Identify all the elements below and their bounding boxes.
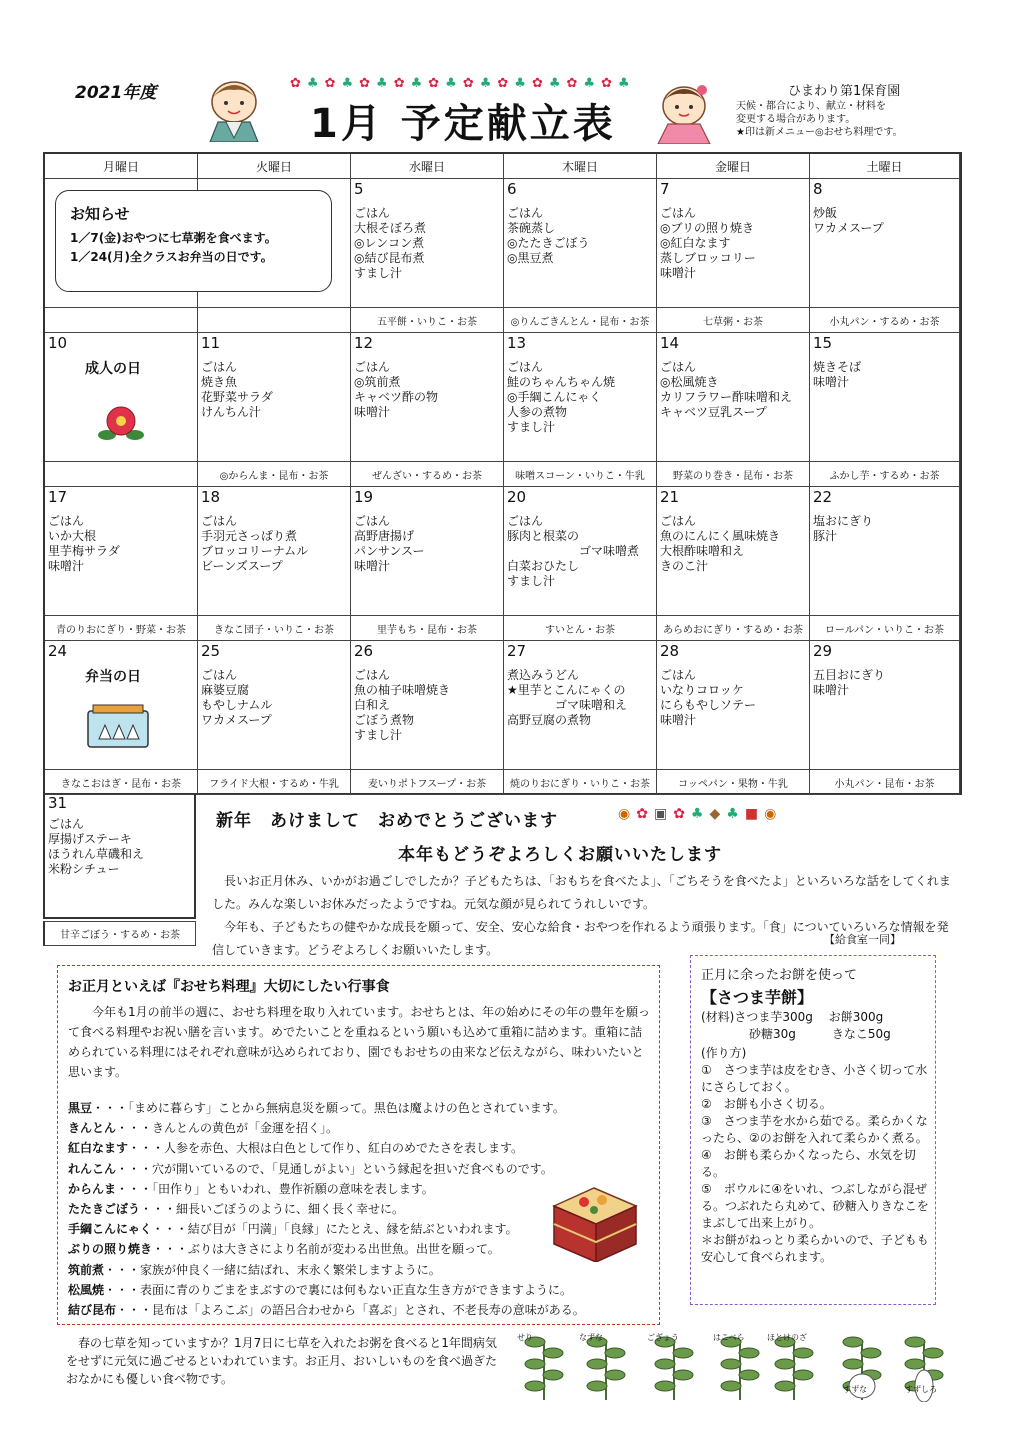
snack-cell: すいとん・お茶 [504, 616, 657, 641]
notice-line: 1／24(月)全クラスお弁当の日です。 [70, 250, 273, 264]
recipe-steps [701, 1045, 931, 1266]
day-number: 22 [813, 488, 833, 506]
day-cell [504, 641, 657, 770]
osechi-item-name: 黒豆 [68, 1101, 93, 1115]
material-line: 砂糖30g きなこ50g [701, 1027, 891, 1041]
snack-cell: 小丸パン・昆布・お茶 [810, 770, 960, 795]
recipe-step: ⑤ ボウルに④をいれ、つぶしながら混ぜる。つぶれたら丸めて、砂糖入りきなこをまぶして出来上がり。 [701, 1182, 929, 1230]
snack-cell: 味噌スコーン・いりこ・牛乳 [504, 462, 657, 487]
day-cell [504, 333, 657, 462]
day-menu: ごはん 魚の柚子味噌焼き 白和え ごぼう煮物 すまし汁 [354, 668, 451, 742]
day-number: 25 [201, 642, 221, 660]
page-title: 1月 予定献立表 [310, 101, 616, 147]
weekday-header: 火曜日 [198, 154, 351, 179]
day-menu: 焼きそば 味噌汁 [813, 360, 862, 389]
snack-cell: 麦いりポトフスープ・お茶 [351, 770, 504, 795]
snack-cell: あらめおにぎり・するめ・お茶 [657, 616, 810, 641]
osechi-item-name: たたきごぼう [68, 1202, 141, 1217]
osechi-item [68, 1138, 648, 1158]
osechi-item-name: 手綱こんにゃく [68, 1222, 152, 1237]
day-menu: ごはん 麻婆豆腐 もやしナムル ワカメスープ [201, 668, 273, 727]
greeting-signature: 【給食室一同】 [824, 933, 901, 946]
day-number: 28 [660, 642, 680, 660]
weekday-header: 土曜日 [810, 154, 960, 179]
recipe-step: ② お餅も小さく切る。 [701, 1097, 832, 1111]
day-menu: ごはん 焼き魚 花野菜サラダ けんちん汁 [201, 360, 273, 419]
osechi-item [68, 1098, 648, 1118]
day-number: 17 [48, 488, 68, 506]
day-menu: ごはん 手羽元さっぱり煮 ブロッコリーナムル ビーンズスープ [201, 514, 309, 573]
day-cell [198, 333, 351, 462]
notice-line: 1／7(金)おやつに七草粥を食べます。 [70, 231, 277, 245]
snack-cell: 里芋もち・昆布・お茶 [351, 616, 504, 641]
osechi-item-desc: ・・・ぶりは大きさにより名前が変わる出世魚。出世を願って。 [152, 1242, 500, 1257]
herb-label: なずな [579, 1333, 603, 1342]
recipe-step: ④ お餅も柔らかくなったら、水気を切る。 [701, 1148, 916, 1179]
snack-cell: 小丸パン・するめ・お茶 [810, 308, 960, 333]
osechi-item-desc: ・・・人参を赤色、大根は白色として作り、紅白のめでたさを表します。 [128, 1141, 524, 1156]
osechi-item-desc: ・・・家族が仲良く一緒に結ばれ、末永く繁栄しますように。 [104, 1262, 441, 1277]
day-cell [45, 333, 198, 462]
day-menu: ごはん ◎松風焼き カリフラワー酢味噌和え キャベツ豆乳スープ [660, 360, 793, 419]
day-menu: ごはん 大根そぼろ煮 ◎レンコン煮 ◎結び昆布煮 すまし汁 [354, 206, 427, 280]
day-cell [657, 487, 810, 616]
osechi-item-desc: ・・・表面に青のりごまをまぶすので裏には何もない正直な生き方ができますように。 [104, 1282, 573, 1297]
osechi-item-name: きんとん [68, 1121, 117, 1136]
snack-cell: ロールパン・いりこ・お茶 [810, 616, 960, 641]
new-year-greeting-2: 本年もどうぞよろしくお願いいたします [398, 845, 722, 865]
nanakusa-text: 春の七草を知っていますか？1月7日に七草を入れたお粥を食べると1年間病気をせずに元気に過ごせるといわれています。お正月、おいしいものを食べ過ぎたおなかにも優しい食べ物です。 [66, 1336, 498, 1386]
osechi-intro: 今年も1月の前半の週に、おせち料理を取り入れています。おせちとは、年の始めにその年の豊年を願って食べる料理やお祝い膳を言います。めでたいことを重ねるという願いも込めて重箱に詰めます。重箱に詰められている料理にはそれぞれ意味が込められており、園でもおせちの由来など伝えながら、味わいたいと思います。 [68, 1005, 650, 1079]
day-cell [351, 641, 504, 770]
day-cell [45, 487, 198, 616]
weekday-header: 水曜日 [351, 154, 504, 179]
day-number: 6 [507, 180, 517, 198]
snack-cell: ぜんざい・するめ・お茶 [351, 462, 504, 487]
day-number: 21 [660, 488, 680, 506]
day-cell [810, 333, 960, 462]
osechi-item-desc: ・・・「田作り」ともいわれ、豊作祈願の意味を表します。 [116, 1181, 434, 1196]
day-menu: 炒飯 ワカメスープ [813, 206, 884, 235]
recipe-step: ① さつま芋は皮をむき、小さく切って水にさらしておく。 [701, 1063, 928, 1094]
snack-cell [45, 308, 198, 333]
day-number: 24 [48, 642, 68, 660]
new-year-ornaments-decoration: ◉ ✿ ▣ ✿ ♣ ◆ ♣ ■ ◉ [618, 806, 777, 822]
recipe-box [690, 955, 936, 1305]
notice-box [55, 190, 332, 292]
osechi-item-name: ぶりの照り焼き [68, 1242, 153, 1257]
osechi-title: お正月といえば『おせち料理』大切にしたい行事食 [68, 979, 390, 995]
snack-cell: きなこ団子・いりこ・お茶 [198, 616, 351, 641]
snack-cell: コッペパン・果物・牛乳 [657, 770, 810, 795]
day-number: 5 [354, 180, 364, 198]
day-number: 31 [48, 794, 68, 812]
herb-label: すずしろ [905, 1385, 938, 1394]
greeting-body: 長いお正月休み、いかがお過ごしでしたか？子どもたちは、「おもちを食べたよ」、「ごちそうを食べたよ」といろいろな話をしてくれました。みんな楽しいお休みだったようですね。元気な顔が見られてうれしいです。 今年も、子どもたちの健やかな成長を願って、安全、安心な給食・おやつを作れるよう頑張ります。「食」についていろいろな情報を発信していきます。どうぞよろしくお願いいたします。 [212, 874, 951, 957]
day-number: 10 [48, 334, 68, 352]
snack-cell [198, 308, 351, 333]
snack-cell: 甘辛ごぼう・するめ・お茶 [43, 921, 196, 946]
day-menu: 五目おにぎり 味噌汁 [813, 668, 886, 697]
recipe-step: ＊お餅がねっとり柔らかいので、子どもも安心して食べられます。 [701, 1233, 929, 1264]
day-menu: ごはん 鮭のちゃんちゃん焼 ◎手綱こんにゃく 人参の煮物 すまし汁 [507, 360, 616, 434]
snack-cell: 野菜のり巻き・昆布・お茶 [657, 462, 810, 487]
jubako-box-illustration [544, 1166, 644, 1262]
day-number: 20 [507, 488, 527, 506]
day-number: 29 [813, 642, 833, 660]
day-menu: ごはん いか大根 里芋梅サラダ 味噌汁 [48, 514, 120, 573]
day-menu: ごはん 茶碗蒸し ◎たたきごぼう ◎黒豆煮 [507, 206, 590, 265]
note-line: 天候・都合により、献立・材料を [736, 101, 886, 112]
day-cell [810, 641, 960, 770]
day-menu: ごはん ◎筑前煮 キャベツ酢の物 味噌汁 [354, 360, 439, 419]
snack-cell: ◎からんま・昆布・お茶 [198, 462, 351, 487]
herb-plant-icon [765, 1312, 823, 1402]
weekday-header: 金曜日 [657, 154, 810, 179]
nursery-name: ひまわり第1保育園 [788, 84, 901, 99]
event-label: 弁当の日 [85, 669, 141, 685]
day-number: 7 [660, 180, 670, 198]
osechi-item-desc: ・・・結び目が「円満」「良縁」にたとえ、縁を結ぶといわれます。 [151, 1222, 518, 1237]
boy-kimono-illustration [196, 76, 274, 142]
new-year-greeting: 新年 あけまして おめでとうございます [216, 811, 558, 831]
osechi-item-name: からんま [68, 1181, 117, 1196]
osechi-item-desc: ・・・きんとんの黄色が「金運を招く」。 [116, 1121, 339, 1136]
day-menu: 塩おにぎり 豚汁 [813, 514, 874, 543]
day-number: 18 [201, 488, 221, 506]
osechi-item [68, 1280, 648, 1300]
material-line: (材料)さつま芋300g お餅300g [701, 1010, 884, 1024]
herb-plant-icon [645, 1312, 703, 1402]
herb-label: せり [517, 1333, 533, 1342]
snack-cell: 七草粥・お茶 [657, 308, 810, 333]
day-number: 14 [660, 334, 680, 352]
seven-herbs-illustration [515, 1312, 945, 1402]
snack-cell: きなこおはぎ・昆布・お茶 [45, 770, 198, 795]
osechi-item-name: 紅白なます [68, 1141, 129, 1156]
osechi-item-desc: ・・・細長いごぼうのように、細く長く幸せに。 [140, 1202, 405, 1217]
day-cell [351, 333, 504, 462]
steps-label: (作り方) [701, 1046, 747, 1060]
day-number: 15 [813, 334, 833, 352]
girl-kimono-illustration [646, 78, 724, 144]
day-number: 8 [813, 180, 823, 198]
osechi-item-desc: ・・・昆布は「よろこぶ」の語呂合わせから「喜ぶ」とされ、不老長寿の意味がある。 [116, 1303, 585, 1318]
osechi-item-name: 結び昆布 [68, 1303, 117, 1318]
osechi-item-name: れんこん [68, 1161, 117, 1176]
day-number: 12 [354, 334, 374, 352]
herb-plant-icon [577, 1312, 635, 1402]
snack-cell: フライド大根・するめ・牛乳 [198, 770, 351, 795]
osechi-item-name: 筑前煮 [68, 1262, 105, 1277]
herb-label: ごぎょう [647, 1333, 679, 1342]
day-cell [504, 179, 657, 308]
osechi-info-box [57, 965, 660, 1325]
day-menu: ごはん いなりコロッケ にらもやしソテー 味噌汁 [660, 668, 757, 727]
day-cell [43, 793, 196, 919]
day-menu: ごはん ◎ブリの照り焼き ◎紅白なます 蒸しブロッコリー 味噌汁 [660, 206, 756, 280]
herb-label: すずな [843, 1385, 868, 1394]
weekday-header: 木曜日 [504, 154, 657, 179]
note-line: 変更する場合があります。 [736, 114, 856, 125]
day-number: 13 [507, 334, 527, 352]
day-number: 27 [507, 642, 527, 660]
day-cell [657, 333, 810, 462]
day-cell [351, 179, 504, 308]
notice-title: お知らせ [70, 205, 130, 223]
day-cell [657, 641, 810, 770]
day-number: 11 [201, 334, 221, 352]
camellia-flower-icon [97, 399, 145, 447]
osechi-item-desc: ・・・「まめに暮らす」ことから無病息災を願って。黒色は魔よけの色とされています。 [92, 1101, 565, 1115]
recipe-subtitle: 正月に余ったお餅を使って [701, 968, 858, 983]
osechi-item [68, 1118, 648, 1138]
snack-cell: ◎りんごきんとん・昆布・お茶 [504, 308, 657, 333]
weekday-header: 月曜日 [45, 154, 198, 179]
day-cell [198, 641, 351, 770]
day-cell [810, 179, 960, 308]
day-menu: ごはん 高野唐揚げ パンサンスー 味噌汁 [354, 514, 425, 573]
snack-cell: 焼のりおにぎり・いりこ・お茶 [504, 770, 657, 795]
fiscal-year: 2021年度 [75, 83, 157, 103]
day-menu: 煮込みうどん ★里芋とこんにゃくの ゴマ味噌和え 高野豆腐の煮物 [507, 668, 628, 727]
day-menu: ごはん 厚揚げステーキ ほうれん草磯和え 米粉シチュー [48, 817, 145, 876]
day-menu: ごはん 豚肉と根菜の ゴマ味噌煮 白菜おひたし すまし汁 [507, 514, 640, 588]
day-menu: ごはん 魚のにんにく風味焼き 大根酢味噌和え きのこ汁 [660, 514, 781, 573]
recipe-step: ③ さつま芋を水から茹でる。柔らかくなったら、②のお餅を入れて柔らかく煮る。 [701, 1114, 928, 1145]
note-line: ★印は新メニュー◎おせち料理です。 [736, 127, 903, 138]
herb-label: ほとけのざ [767, 1333, 807, 1342]
recipe-materials [701, 1009, 931, 1043]
day-cell [45, 641, 198, 770]
header-notes [736, 100, 903, 139]
osechi-item-name: 松風焼 [68, 1282, 105, 1297]
snack-cell: ふかし芋・するめ・お茶 [810, 462, 960, 487]
day-number: 26 [354, 642, 374, 660]
day-cell [198, 487, 351, 616]
herb-plant-icon [515, 1312, 573, 1402]
osechi-item-desc: ・・・穴が開いているので、「見通しがよい」という縁起を担いだ食べものです。 [116, 1161, 553, 1176]
event-label: 成人の日 [85, 361, 141, 377]
snack-cell [45, 462, 198, 487]
snack-cell: 青のりおにぎり・野菜・お茶 [45, 616, 198, 641]
day-cell [657, 179, 810, 308]
recipe-name: 【さつま芋餅】 [701, 988, 814, 1007]
day-cell [351, 487, 504, 616]
herb-plant-icon [711, 1312, 769, 1402]
day-number: 19 [354, 488, 374, 506]
day-cell [504, 487, 657, 616]
herb-label: はこべら [713, 1333, 745, 1342]
day-cell [810, 487, 960, 616]
bento-box-icon [85, 701, 151, 751]
osechi-item [68, 1260, 648, 1280]
flower-border-decoration: ✿ ♣ ✿ ♣ ✿ ♣ ✿ ♣ ✿ ♣ ✿ ♣ ✿ ♣ ✿ ♣ ✿ ♣ ✿ ♣ [290, 76, 630, 91]
snack-cell: 五平餅・いりこ・お茶 [351, 308, 504, 333]
